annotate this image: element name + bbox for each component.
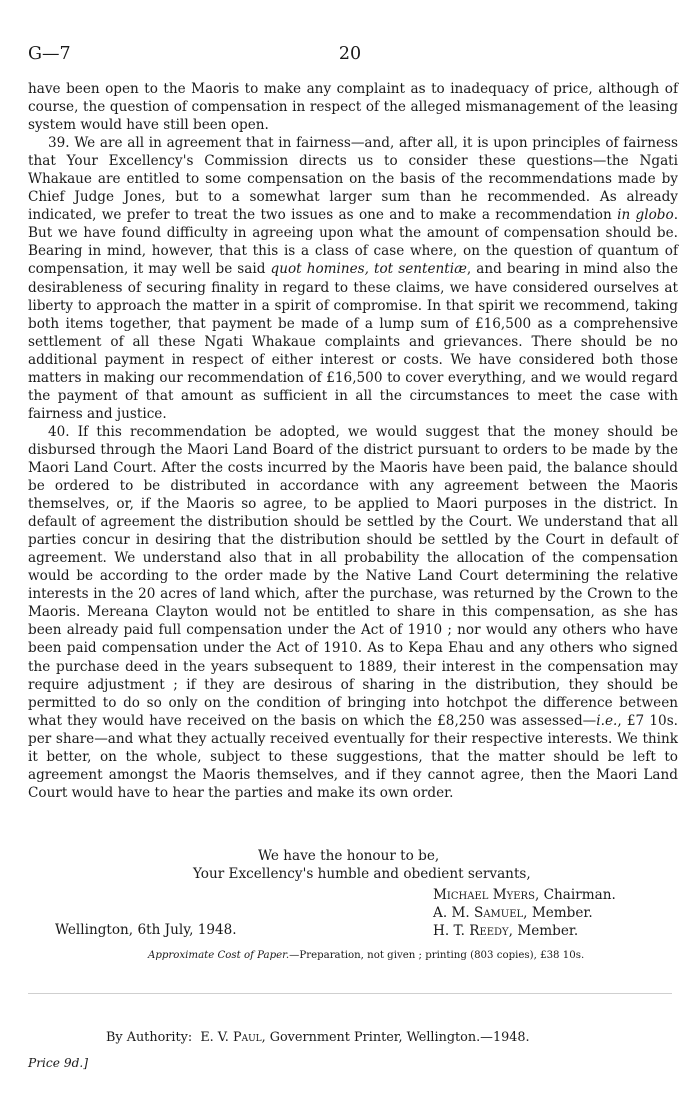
cost-label: Approximate Cost of Paper.	[148, 950, 290, 961]
signatory-role: Member.	[517, 923, 579, 939]
page-header	[28, 44, 672, 68]
authority-suffix: , Government Printer, Wellington.—1948.	[261, 1030, 530, 1045]
paragraph-39-part-3: , and bearing in mind also the desirableness of securing finality in regard to these claims, we have considered ourselves at liberty to approach the matter in a spirit of compromise. In that spirit we recommend, taking both items together, that payment be made of a lump sum of £16,500 as a comprehensive settlement of all these Ngati Whakaue complaints and grievances. There should be no additional payment in respect of either interest or costs. We have considered both those matters in making our recommendation of £16,500 to cover everything, and we would regard the payment of that amount as sufficient in all the circumstances to meet the case with fairness and justice.	[28, 261, 678, 422]
signatory-name: Michael Myers	[433, 887, 535, 903]
paragraph-40	[28, 423, 678, 802]
printer-initials: E. V.	[200, 1030, 229, 1045]
paragraph-39-part-2: . But we have found difficulty in agreeing upon what the amount of compensation should be. Bearing in mind, however, that this is a class of case where, on the question of quantum of compensation, it may well be said	[28, 207, 679, 278]
cost-note	[148, 950, 584, 961]
price-note: Price 9d.]	[28, 1056, 89, 1070]
paragraph-39-part-1: 39. We are all in agreement that in fairness—and, after all, it is upon principles of fairness that Your Excellency's Commission directs us to consider these questions—the Ngati Whakaue are entitled to some compensation on the basis of the recommendations made by Chief Judge Jones, but to a somewhat larger sum than he recommended. As already indicated, we prefer to treat the two issues as one and to make a recommendation	[28, 135, 678, 224]
closing-line-2: Your Excellency's humble and obedient servants,	[193, 866, 531, 882]
cost-text: —Preparation, not given ; printing (803 copies), £38 10s.	[289, 950, 585, 961]
signatory-role: Chairman.	[543, 887, 616, 903]
paragraph-39	[28, 134, 678, 423]
place-and-date: Wellington, 6th July, 1948.	[55, 922, 237, 938]
paragraph-39-italic-2: quot homines, tot sententiæ	[270, 261, 467, 278]
signatory: H. T. Reedy, Member.	[433, 923, 579, 939]
closing-line-1: We have the honour to be,	[258, 848, 440, 864]
printer-authority	[106, 1030, 530, 1045]
page-number: 20	[338, 44, 362, 64]
divider-rule	[28, 993, 672, 994]
signatory-name: H. T. Reedy	[433, 923, 509, 939]
printer-surname: Paul	[232, 1030, 262, 1045]
signature-block	[433, 886, 616, 940]
signatory-role: Member.	[531, 905, 593, 921]
signatory: Michael Myers, Chairman.	[433, 887, 616, 903]
paragraph-40-part-1: 40. If this recommendation be adopted, we would suggest that the money should be disbursed through the Maori Land Board of the district pursuant to orders to be made by the Maori Land Court. After the costs incurred by the Maoris have been paid, the balance should be ordered to be distributed in accordance with any agreement between the Maoris themselves, or, if the Maoris so agree, to be applied to Maori purposes in the district. In default of agreement the distribution should be settled by the Court. We understand that all parties concur in desiring that the distribution should be settled by the Court in default of agreement. We understand also that in all probability the allocation of the compensation would be according to the order made by the Native Land Court determining the relative interests in the 20 acres of land which, after the purchase, was returned by the Crown to the Maoris. Mereana Clayton would not be entitled to share in this compensation, as she has been already paid full compensation under the Act of 1910 ; nor would any others who have been paid compensation under the Act of 1910. As to Kepa Ehau and any others who signed the purchase deed in the years subsequent to 1889, their interest in the compensation may require adjustment ; if they are desirous of sharing in the distribution, they should be permitted to do so only on the condition of bringing into hotchpot the difference between what they would have received on the basis on which the £8,250 was assessed—	[28, 423, 678, 729]
paragraph-39-italic-1: in globo	[617, 207, 674, 224]
body-text	[28, 80, 678, 802]
paragraph-40-part-2: , £7 10s. per share—and what they actually received eventually for their respective interests. We think it better, on the whole, subject to these suggestions, that the matter should be left to agreement amongst the Maoris themselves, and if they cannot agree, then the Maori Land Court would have to hear the parties and make its own order.	[28, 712, 678, 801]
signatory: A. M. Samuel, Member.	[433, 905, 593, 921]
paragraph-40-italic-1: i.e.	[596, 712, 618, 729]
paragraph-continuation: have been open to the Maoris to make any complaint as to inadequacy of price, although of course, the question of compensation in respect of the alleged mismanagement of the leasing system would have still been open.	[28, 81, 678, 134]
signatory-name: A. M. Samuel	[433, 905, 524, 921]
authority-prefix: By Authority:	[106, 1030, 193, 1045]
document-reference: G—7	[28, 44, 71, 64]
